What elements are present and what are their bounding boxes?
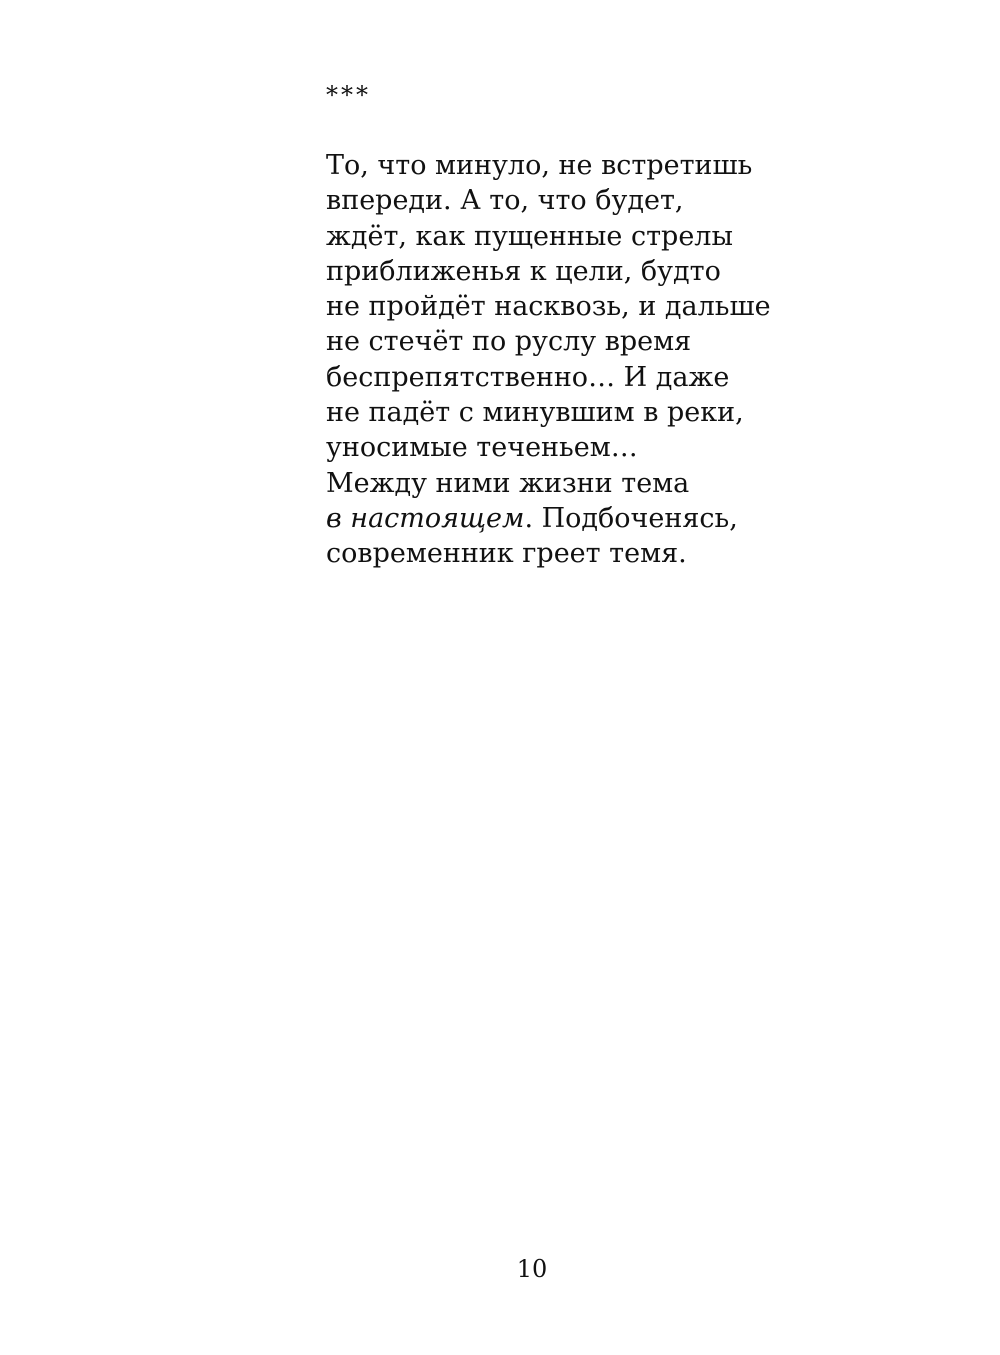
poem-line: впереди. А то, что будет, — [326, 185, 684, 217]
poem-line — [326, 501, 926, 536]
poem-line-rest: . Подбоченясь, — [524, 502, 738, 534]
poem-line: приближенья к цели, будто — [326, 255, 721, 287]
poem-line: беспрепятственно… И даже — [326, 361, 730, 393]
poem-emphasis: в настоящем — [326, 502, 525, 534]
poem-line: уносимые теченьем… — [326, 432, 638, 464]
poem-line: современник греет темя. — [326, 538, 687, 570]
poem-line: Между ними жизни тема — [326, 467, 690, 499]
section-divider: *** — [326, 81, 371, 109]
poem-line: ждёт, как пущенные стрелы — [326, 220, 733, 252]
page-number: 10 — [516, 1255, 548, 1283]
poem-line: не стечёт по руслу время — [326, 326, 692, 358]
poem-line: не падёт с минувшим в реки, — [326, 397, 744, 429]
poem-line: То, что минуло, не встретишь — [326, 150, 753, 181]
poem — [326, 148, 926, 572]
poem-line: не пройдёт насквозь, и дальше — [326, 291, 771, 323]
